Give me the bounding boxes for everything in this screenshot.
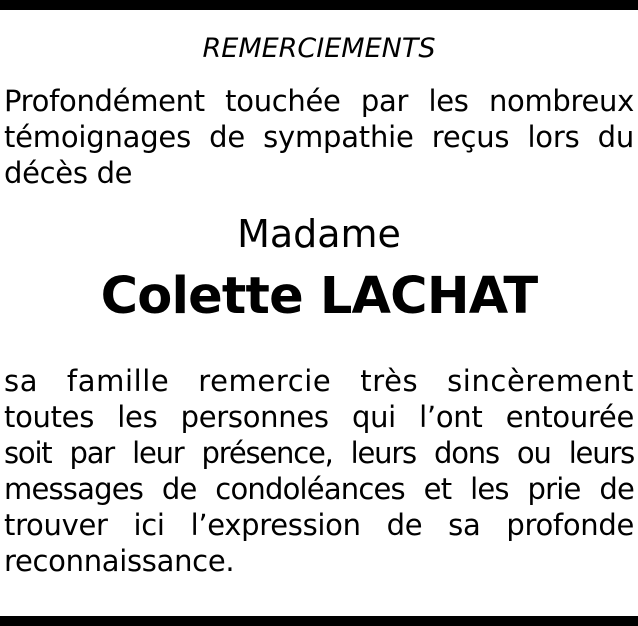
intro-line: Profondément touchée par les nombreux	[4, 84, 634, 118]
top-border	[0, 0, 638, 10]
body-line: messages de condoléances et les prie de	[4, 472, 634, 506]
notice-heading: REMERCIEMENTS	[202, 33, 436, 64]
body-line: toutes les personnes qui l’ont entourée	[4, 400, 634, 434]
deceased-name: Colette LACHAT	[100, 267, 538, 326]
intro-line: décès de	[4, 156, 133, 190]
honorific: Madame	[237, 212, 401, 256]
body-line: soit par leur présence, leurs dons ou leurs	[4, 436, 634, 470]
intro-line: témoignages de sympathie reçus lors du	[4, 120, 634, 154]
body-line: trouver ici l’expression de sa profonde	[4, 508, 634, 542]
body-line: sa famille remercie très sincèrement	[4, 364, 634, 398]
body-line: reconnaissance.	[4, 544, 235, 578]
bottom-border	[0, 616, 638, 626]
